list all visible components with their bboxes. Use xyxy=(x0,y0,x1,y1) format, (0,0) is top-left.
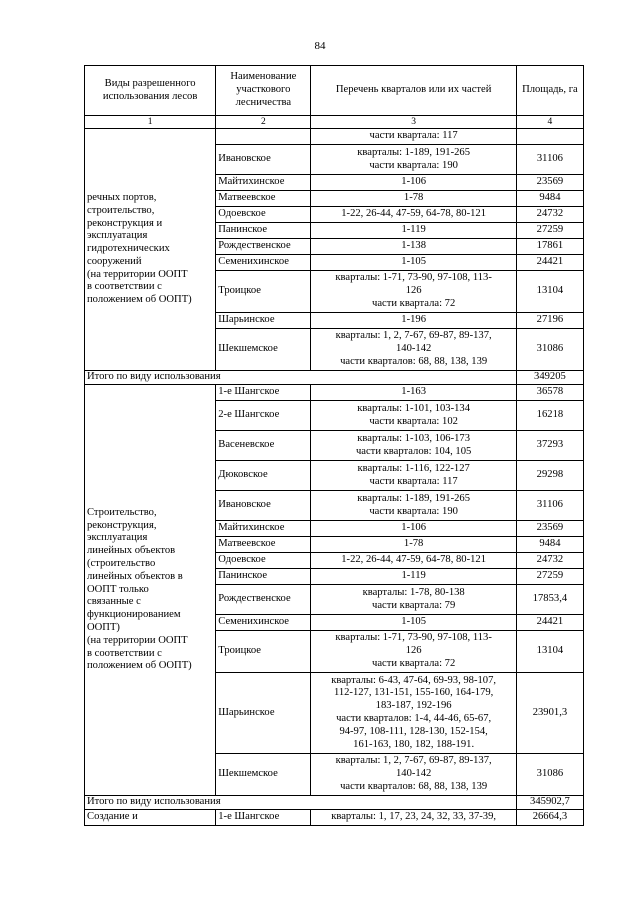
quarters-line: кварталы: 1-103, 106-173 xyxy=(357,432,471,444)
quarters-list xyxy=(311,223,516,239)
quarters-list xyxy=(311,431,516,461)
forestry-name: Матвеевское xyxy=(216,191,311,207)
quarters-list xyxy=(311,145,516,175)
quarters-line: части квартала: 72 xyxy=(372,657,456,669)
forestry-name: Шекшемское xyxy=(216,329,311,371)
quarters-line: кварталы: 1-78, 80-138 xyxy=(362,586,465,598)
quarters-list xyxy=(311,401,516,431)
quarters-list xyxy=(311,271,516,313)
forestry-name: 1-е Шангское xyxy=(216,810,311,826)
forestry-name: Васеневское xyxy=(216,431,311,461)
quarters-list xyxy=(311,491,516,521)
quarters-line: 1-78 xyxy=(403,192,424,204)
quarters-line: части квартала: 190 xyxy=(369,505,458,517)
column-number: 1 xyxy=(85,116,216,129)
use-type-line: связанные с xyxy=(87,596,141,608)
forestry-name: Панинское xyxy=(216,569,311,585)
area-value: 13104 xyxy=(516,631,583,673)
area-value: 23569 xyxy=(516,521,583,537)
quarters-line: 1-163 xyxy=(401,386,426,398)
quarters-line: 1-119 xyxy=(401,224,426,236)
quarters-list xyxy=(311,615,516,631)
quarters-list xyxy=(311,673,516,754)
quarters-line: кварталы: 1, 2, 7-67, 69-87, 89-137, xyxy=(335,330,492,342)
area-value: 27196 xyxy=(516,313,583,329)
forestry-name: Рождественское xyxy=(216,585,311,615)
table-row xyxy=(85,385,584,401)
quarters-line: 126 xyxy=(405,285,422,297)
area-value: 36578 xyxy=(516,385,583,401)
quarters-list xyxy=(311,329,516,371)
quarters-line: 140-142 xyxy=(395,343,432,355)
quarters-line: кварталы: 1-116, 122-127 xyxy=(357,462,470,474)
quarters-line: 1-138 xyxy=(401,240,426,252)
area-value: 29298 xyxy=(516,461,583,491)
quarters-list xyxy=(311,207,516,223)
total-label: Итого по виду использования xyxy=(85,371,517,385)
use-type-line: положением об ООПТ) xyxy=(87,294,192,306)
area-value: 9484 xyxy=(516,537,583,553)
forestry-name: Майтихинское xyxy=(216,521,311,537)
quarters-line: кварталы: 1, 17, 23, 24, 32, 33, 37-39, xyxy=(331,811,497,823)
quarters-line: кварталы: 1-189, 191-265 xyxy=(357,146,471,158)
quarters-line: 1-78 xyxy=(403,538,424,550)
quarters-list xyxy=(311,191,516,207)
forestry-name: Матвеевское xyxy=(216,537,311,553)
column-number: 2 xyxy=(216,116,311,129)
area-value: 31086 xyxy=(516,329,583,371)
use-type-line: линейных объектов xyxy=(87,545,176,557)
quarters-line: части квартала: 117 xyxy=(369,130,458,142)
forestry-name: Семенихинское xyxy=(216,615,311,631)
quarters-line: 1-105 xyxy=(401,256,426,268)
quarters-list xyxy=(311,553,516,569)
table-row xyxy=(85,810,584,826)
area-value: 31106 xyxy=(516,145,583,175)
area-value: 26664,3 xyxy=(516,810,583,826)
quarters-line: 140-142 xyxy=(395,768,432,780)
quarters-list xyxy=(311,537,516,553)
area-value: 31086 xyxy=(516,754,583,796)
area-value: 23569 xyxy=(516,175,583,191)
table-header-row xyxy=(85,66,584,116)
quarters-line: части кварталов: 68, 88, 138, 139 xyxy=(340,780,488,792)
forestry-name: 2-е Шангское xyxy=(216,401,311,431)
quarters-list xyxy=(311,129,516,145)
quarters-line: 1-105 xyxy=(401,616,426,628)
quarters-line: 1-22, 26-44, 47-59, 64-78, 80-121 xyxy=(341,554,487,566)
total-value: 349205 xyxy=(516,371,583,385)
forestry-name: Дюковское xyxy=(216,461,311,491)
quarters-list xyxy=(311,385,516,401)
quarters-line: части квартала: 102 xyxy=(369,415,458,427)
area-value: 23901,3 xyxy=(516,673,583,754)
quarters-line: 1-196 xyxy=(401,314,426,326)
quarters-list xyxy=(311,255,516,271)
area-value: 27259 xyxy=(516,223,583,239)
total-row xyxy=(85,371,584,385)
area-value: 24732 xyxy=(516,207,583,223)
quarters-line: 1-106 xyxy=(401,522,426,534)
forestry-name: Ивановское xyxy=(216,491,311,521)
area-value: 37293 xyxy=(516,431,583,461)
use-type-line: ООПТ) xyxy=(87,621,120,633)
use-type-line: функционированием xyxy=(87,609,181,621)
use-type-line: Создание и xyxy=(87,811,138,823)
use-type-line: реконструкция и xyxy=(87,217,163,229)
column-number: 4 xyxy=(516,116,583,129)
header-forestry: Наименование участкового лесничества xyxy=(216,66,311,116)
table-body xyxy=(85,129,584,826)
quarters-line: 94-97, 108-111, 128-130, 152-154, xyxy=(339,725,488,737)
use-type-cell xyxy=(85,129,216,371)
header-quarters: Перечень кварталов или их частей xyxy=(311,66,516,116)
use-type-line: строительство, xyxy=(87,204,155,216)
quarters-list xyxy=(311,585,516,615)
column-number-row xyxy=(85,116,584,129)
forestry-name: Ивановское xyxy=(216,145,311,175)
forestry-name xyxy=(216,129,311,145)
forestry-name: Рождественское xyxy=(216,239,311,255)
quarters-line: кварталы: 6-43, 47-64, 69-93, 98-107, xyxy=(331,674,497,686)
quarters-line: части кварталов: 1-4, 44-46, 65-67, xyxy=(336,713,492,724)
forestry-name: Шекшемское xyxy=(216,754,311,796)
area-value: 17861 xyxy=(516,239,583,255)
quarters-list xyxy=(311,569,516,585)
quarters-line: кварталы: 1-101, 103-134 xyxy=(357,402,471,414)
forestry-name: Шарьинское xyxy=(216,313,311,329)
use-type-line: в соответствии с xyxy=(87,647,162,659)
area-value: 17853,4 xyxy=(516,585,583,615)
column-number: 3 xyxy=(311,116,516,129)
forestry-name: Одоевское xyxy=(216,207,311,223)
area-value: 9484 xyxy=(516,191,583,207)
use-type-cell xyxy=(85,385,216,796)
area-value: 24421 xyxy=(516,615,583,631)
quarters-line: 112-127, 131-151, 155-160, 164-179, xyxy=(333,687,494,699)
area-value xyxy=(516,129,583,145)
use-type-line: Строительство, xyxy=(87,506,157,518)
quarters-list xyxy=(311,313,516,329)
quarters-line: части квартала: 117 xyxy=(369,475,458,487)
forestry-name: Панинское xyxy=(216,223,311,239)
forestry-name: Одоевское xyxy=(216,553,311,569)
quarters-line: кварталы: 1-71, 73-90, 97-108, 113- xyxy=(335,272,492,284)
quarters-list xyxy=(311,175,516,191)
quarters-line: кварталы: 1-71, 73-90, 97-108, 113- xyxy=(335,632,492,644)
use-type-line: (строительство xyxy=(87,558,156,569)
area-value: 31106 xyxy=(516,491,583,521)
forestry-name: 1-е Шангское xyxy=(216,385,311,401)
forestry-name: Шарьинское xyxy=(216,673,311,754)
quarters-line: части квартала: 190 xyxy=(369,159,458,171)
forest-use-table xyxy=(84,65,584,826)
forestry-name: Троицкое xyxy=(216,271,311,313)
quarters-line: 183-187, 192-196 xyxy=(375,700,452,712)
use-type-cell xyxy=(85,810,216,826)
area-value: 13104 xyxy=(516,271,583,313)
total-value: 345902,7 xyxy=(516,796,583,810)
quarters-line: 1-106 xyxy=(401,176,426,188)
use-type-line: линейных объектов в xyxy=(87,570,183,582)
quarters-line: части кварталов: 104, 105 xyxy=(355,445,472,457)
quarters-line: 1-119 xyxy=(401,570,426,582)
use-type-line: гидротехнических xyxy=(87,243,170,255)
use-type-line: сооружений xyxy=(87,255,142,267)
quarters-list xyxy=(311,631,516,673)
use-type-line: (на территории ООПТ xyxy=(87,634,188,646)
quarters-line: кварталы: 1-189, 191-265 xyxy=(357,492,471,504)
forestry-name: Семенихинское xyxy=(216,255,311,271)
header-use-type: Виды разрешенного использования лесов xyxy=(85,66,216,116)
quarters-list xyxy=(311,239,516,255)
area-value: 24421 xyxy=(516,255,583,271)
quarters-list xyxy=(311,754,516,796)
area-value: 24732 xyxy=(516,553,583,569)
use-type-line: речных портов, xyxy=(87,191,157,203)
use-type-line: положением об ООПТ) xyxy=(87,660,192,672)
table-row xyxy=(85,129,584,145)
quarters-line: 1-22, 26-44, 47-59, 64-78, 80-121 xyxy=(341,208,487,220)
quarters-line: кварталы: 1, 2, 7-67, 69-87, 89-137, xyxy=(335,755,492,767)
total-label: Итого по виду использования xyxy=(85,796,517,810)
use-type-line: (на территории ООПТ xyxy=(87,268,188,280)
area-value: 27259 xyxy=(516,569,583,585)
quarters-list xyxy=(311,461,516,491)
use-type-line: эксплуатация xyxy=(87,230,148,242)
forestry-name: Майтихинское xyxy=(216,175,311,191)
use-type-line: эксплуатация xyxy=(87,532,148,544)
use-type-line: ООПТ только xyxy=(87,583,149,595)
quarters-line: части квартала: 79 xyxy=(372,599,456,611)
use-type-line: реконструкция, xyxy=(87,519,157,531)
forestry-name: Троицкое xyxy=(216,631,311,673)
total-row xyxy=(85,796,584,810)
quarters-line: части кварталов: 68, 88, 138, 139 xyxy=(340,355,488,367)
use-type-line: в соответствии с xyxy=(87,281,162,293)
quarters-line: части квартала: 72 xyxy=(372,297,456,309)
area-value: 16218 xyxy=(516,401,583,431)
page-number: 84 xyxy=(314,40,326,52)
quarters-list xyxy=(311,810,516,826)
quarters-line: 161-163, 180, 182, 188-191. xyxy=(353,738,475,750)
quarters-line: 126 xyxy=(405,645,422,657)
header-area: Площадь, га xyxy=(516,66,583,116)
quarters-list xyxy=(311,521,516,537)
